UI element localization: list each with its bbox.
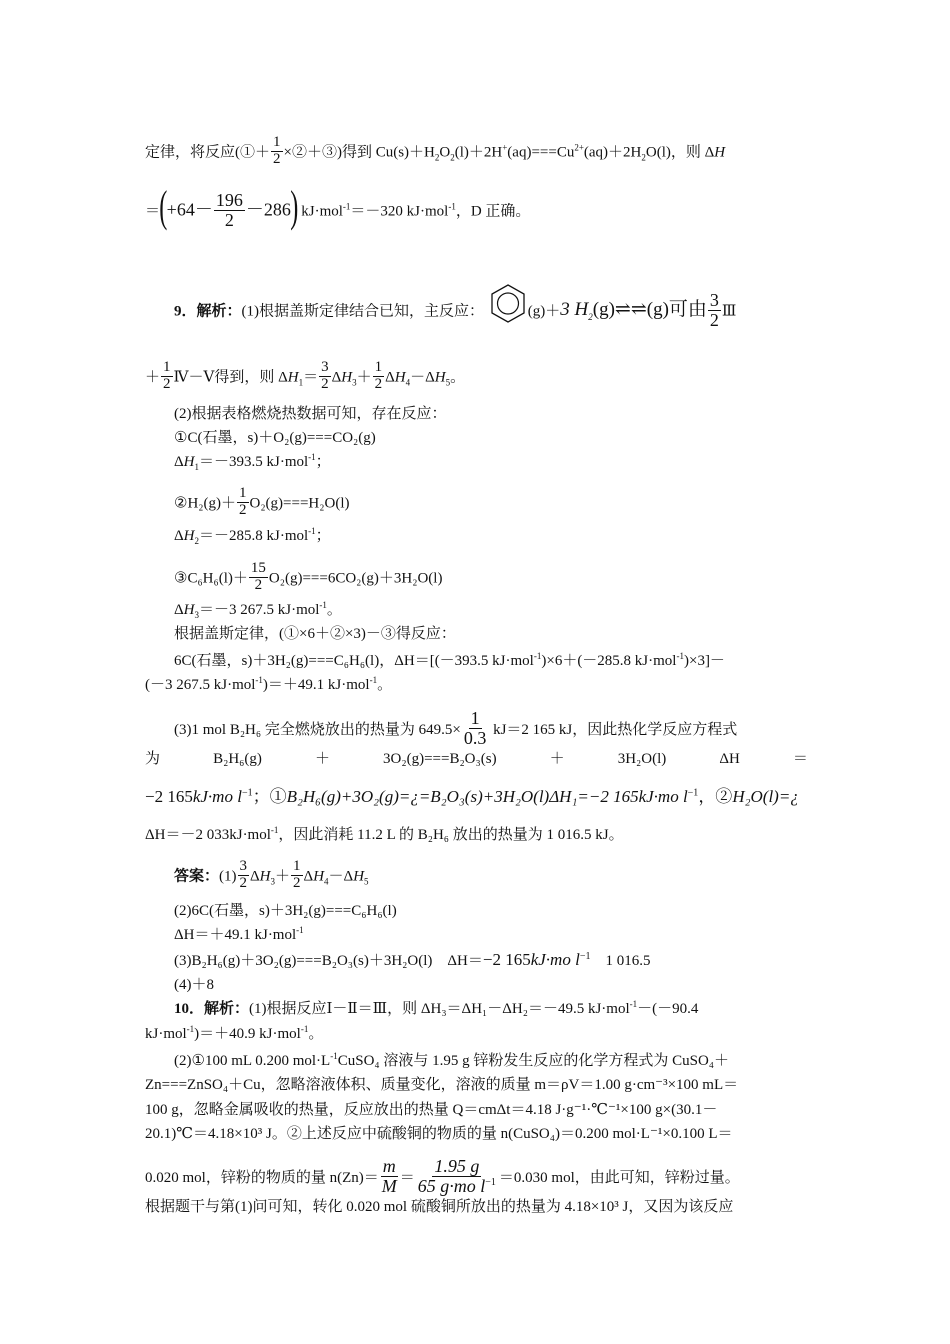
p10-line-4: Zn===ZnSO₄＋Cu，忽略溶液体积、质量变化，溶液的质量 m＝ρV＝1.00 g·cm⁻³×100 mL＝ bbox=[145, 1077, 739, 1093]
p9-answer-1: 答案：(1) $\frac{3}{2}$ $\Delta H_3+$ $\frac{1}{2}$ $\Delta H_4-\Delta H_5$ bbox=[174, 858, 369, 891]
fraction-zinc-moles: $\frac{1.95 g}{65 g\cdot mo l^{-1}}$ bbox=[417, 1156, 496, 1196]
fraction-1-0.3: $\frac{1}{0.3}$ bbox=[463, 708, 487, 748]
p9-eq-2: ②H₂(g)＋ $\frac{1}{2}$ O₂(g)===H₂O(l) bbox=[174, 485, 350, 518]
fraction-15-2: $\frac{15}{2}$ bbox=[250, 560, 266, 593]
benzene-ring-icon bbox=[488, 282, 528, 326]
p9-part3-line-1: (3)1 mol B₂H₆ 完全燃烧放出的热量为 649.5× $\frac{1}{0.3}$ kJ＝2 165 kJ，因此热化学反应方程式 bbox=[174, 708, 738, 748]
p9-line-3: (2)根据表格燃烧热数据可知，存在反应： bbox=[174, 406, 447, 422]
p9-hess-intro: 根据盖斯定律，(①×6＋②×3)－③得反应： bbox=[174, 626, 456, 642]
p9-dh-1: $\Delta H_1=-393.5$ kJ·mol$^{-1}$； bbox=[174, 452, 331, 472]
p9-answer-2-dh: ΔH＝＋49.1 kJ·mol$^{-1}$ bbox=[174, 925, 304, 943]
p9-part3-line-3: −2 165kJ·mo $l^{-1}$；①B₂H₆(g)+3O₂(g)=¿=B₂O₃(s)+3H₂O(l)ΔH₁=−2 165kJ·mo $l^{-1}$，②H₂O(l)=¿ bbox=[145, 787, 799, 806]
fraction-m-M: $\frac{m}{M}$ bbox=[381, 1156, 397, 1196]
p9-part3-line-4: ΔH＝－2 033kJ·mol$^{-1}$，因此消耗 11.2 L 的 B₂H₆ 放出的热量为 1 016.5 kJ。 bbox=[145, 825, 624, 843]
p10-line-3: (2)①100 mL 0.200 $mol\cdot L^{-1}CuSO_4$ 溶液与 1.95 g 锌粉发生反应的化学方程式为 CuSO₄＋ bbox=[174, 1051, 730, 1069]
fraction-3-2: $\frac{3}{2}$ bbox=[709, 289, 719, 330]
p10-line-6: 20.1)℃＝4.18×10³ J。②上述反应中硫酸铜的物质的量 n(CuSO₄)＝0.200 mol·L⁻¹×0.100 L＝ bbox=[145, 1126, 733, 1142]
p8-line-1: 定律，将反应(①＋ $\frac{1}{2}$ ×②＋③)得到 $Cu(s)+H_2O_2(l)+2H^+(aq)===Cu^{2+}(aq)+2H_2O(l)$，则 ΔH bbox=[145, 134, 726, 167]
p9-line-1: 9．解析：(1)根据盖斯定律结合已知，主反应： (g)＋3 $H_2(g)\rightleftharpoons\rightleftharpoons(g)$可由 $\frac{3}{2}$ Ⅲ bbox=[174, 290, 808, 310]
p9-answer-4: (4)＋8 bbox=[174, 977, 214, 993]
fraction-196-2: $\frac{196}{2}$ bbox=[215, 189, 243, 230]
p9-line-2: ＋ $\frac{1}{2}$ Ⅳ－Ⅴ得到，则 $\Delta H_1=$ $\frac{3}{2}$ $\Delta H_3+$ $\frac{1}{2}$ $\Delta H_4-\Delta H_5$。 bbox=[145, 359, 466, 392]
p9-hess-line-1: 6C(石墨，s)＋3H₂(g)===C₆H₆(l)，ΔH＝[(－393.5 kJ·mol$^{-1}$)×6＋(－285.8 kJ·mol$^{-1}$)×3]－ bbox=[174, 651, 725, 669]
p10-line-2: kJ·mol$^{-1}$)＝＋40.9 kJ·mol$^{-1}$。 bbox=[145, 1024, 324, 1042]
p9-dh-2: $\Delta H_2=-285.8$ kJ·mol$^{-1}$； bbox=[174, 526, 331, 546]
p9-dh-3: $\Delta H_3=-3$ 267.5 kJ·mol$^{-1}$。 bbox=[174, 600, 342, 620]
p8-line-2: ＝(+64－ $\frac{196}{2}$ －286) kJ·mol$^{-1}$＝－320 kJ·mol$^{-1}$，D 正确。 bbox=[145, 182, 531, 231]
fraction-half: $\frac{1}{2}$ bbox=[273, 134, 281, 167]
p9-eq-1: ①C(石墨，s)＋O₂(g)===CO₂(g) bbox=[174, 430, 376, 446]
p9-answer-2: (2)6C(石墨，s)＋3H₂(g)===C₆H₆(l) bbox=[174, 903, 397, 919]
p10-line-8: 根据题干与第(1)问可知，转化 0.020 mol 硫酸铜所放出的热量为 4.18×10³ J，又因为该反应 bbox=[145, 1199, 734, 1215]
p9-eq-3: ③C₆H₆(l)＋ $\frac{15}{2}$ O₂(g)===6CO₂(g)＋3H₂O(l) bbox=[174, 560, 443, 593]
p9-part3-line-2: 为 B₂H₆(g) ＋ 3O₂(g)===B₂O₃(s) ＋ 3H₂O(l) ΔH ＝ bbox=[145, 751, 808, 767]
p9-answer-3: (3)B₂H₆(g)＋3O₂(g)===B₂O₃(s)＋3H₂O(l) ΔH＝−2 165kJ·mo $l^{-1}$ 1 016.5 bbox=[174, 950, 651, 969]
p9-hess-line-2: (－3 267.5 kJ·mol$^{-1}$)＝＋49.1 kJ·mol$^{-1}$。 bbox=[145, 675, 393, 693]
p10-line-7: 0.020 mol，锌粉的物质的量 n(Zn)＝ $\frac{m}{M}$ ＝ $\frac{1.95 g}{65 g\cdot mo l^{-1}}$ ＝0.030 mol，由此可知，锌粉过量。 bbox=[145, 1156, 740, 1196]
p10-line-5: 100 g，忽略金属吸收的热量，反应放出的热量 Q＝cmΔt＝4.18 J·g⁻¹·℃⁻¹×100 g×(30.1－ bbox=[145, 1102, 718, 1118]
p10-line-1: 10．解析：(1)根据反应Ⅰ－Ⅱ＝Ⅲ，则 ΔH₃＝ΔH₁－ΔH₂＝－49.5 kJ·mol$^{-1}$－(－90.4 bbox=[174, 999, 699, 1017]
